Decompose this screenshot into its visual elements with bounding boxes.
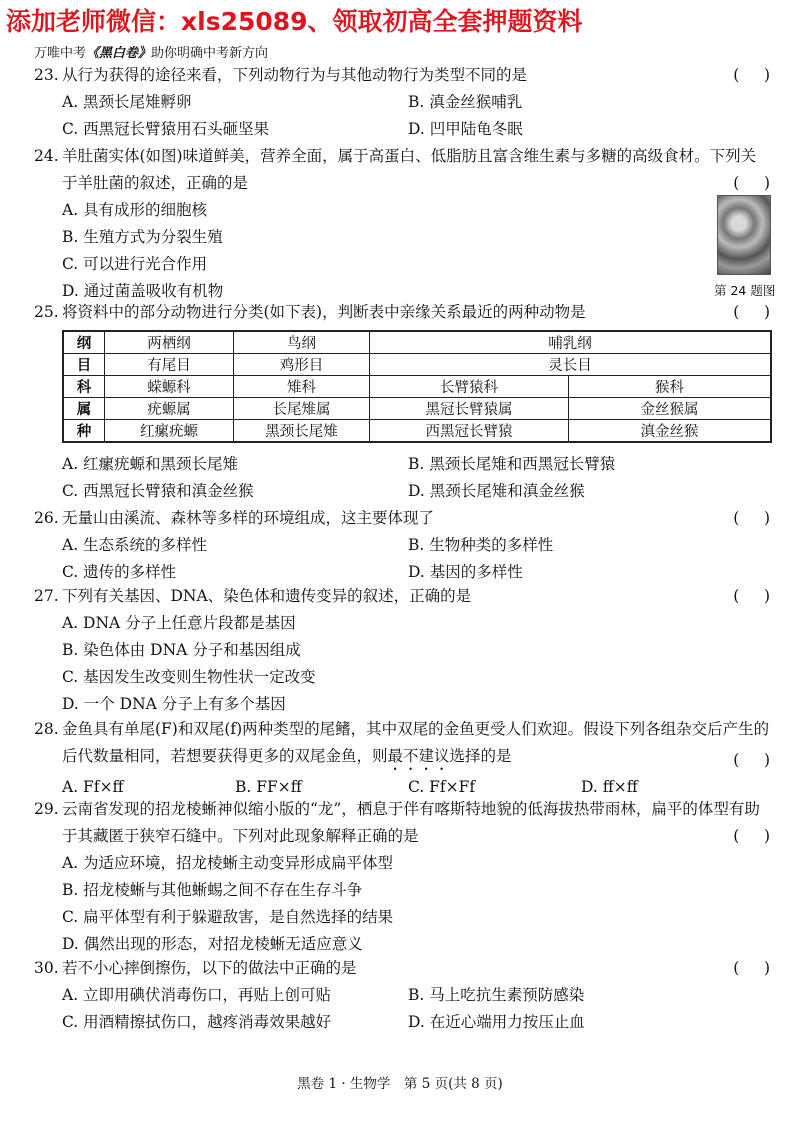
question-text: 若不小心摔倒擦伤，以下的做法中正确的是 [62, 959, 357, 977]
table-cell: 长臂猿科 [370, 376, 569, 398]
question-27 [34, 583, 770, 718]
question-30 [34, 955, 770, 1036]
table-cell: 红瘰疣螈 [105, 420, 234, 443]
question-number: 25. [34, 303, 59, 321]
option-a: A. 具有成形的细胞核 [62, 201, 208, 219]
answer-blank: ( ) [733, 509, 770, 527]
option-b: B. 滇金丝猴哺乳 [408, 93, 523, 111]
option-c: C. 西黑冠长臂猿和滇金丝猴 [62, 482, 254, 500]
figure-24 [714, 195, 776, 299]
option-d: D. 偶然出现的形态，对招龙棱蜥无适应意义 [62, 935, 363, 953]
option-b: B. FF×ff [235, 778, 302, 796]
table-cell: 疣螈属 [105, 398, 234, 420]
option-c: C. 遗传的多样性 [62, 563, 177, 581]
question-text: 从行为获得的途径来看，下列动物行为与其他动物行为类型不同的是 [62, 66, 528, 84]
table-cell: 滇金丝猴 [569, 420, 772, 443]
option-b: B. 招龙棱蜥与其他蜥蜴之间不存在生存斗争 [62, 881, 363, 899]
option-b: B. 生殖方式为分裂生殖 [62, 228, 223, 246]
table-cell: 黑颈长尾雉 [234, 420, 370, 443]
answer-blank: ( ) [733, 587, 770, 605]
option-d: D. 凹甲陆龟冬眠 [408, 120, 523, 138]
table-cell: 有尾目 [105, 354, 234, 376]
table-row [63, 331, 771, 354]
question-number: 24. [34, 147, 59, 165]
option-c: C. 扁平体型有利于躲避敌害，是自然选择的结果 [62, 908, 394, 926]
option-d: D. 黑颈长尾雉和滇金丝猴 [408, 482, 585, 500]
option-c: C. Ff×Ff [408, 778, 476, 796]
question-number: 30. [34, 959, 59, 977]
question-28 [34, 716, 770, 801]
row-label: 科 [63, 376, 105, 398]
option-d: D. 基因的多样性 [408, 563, 523, 581]
answer-blank: ( ) [733, 827, 770, 845]
question-29 [34, 796, 770, 958]
question-text [62, 716, 770, 774]
option-c: C. 可以进行光合作用 [62, 255, 208, 273]
option-a: A. 为适应环境，招龙棱蜥主动变异形成扁平体型 [62, 854, 394, 872]
answer-blank: ( ) [733, 174, 770, 192]
question-24 [34, 143, 776, 305]
table-row [63, 354, 771, 376]
option-b: B. 马上吃抗生素预防感染 [408, 986, 585, 1004]
emphasized-phrase: 最不建议 [387, 747, 450, 765]
option-a: A. 黑颈长尾雉孵卵 [62, 93, 192, 111]
option-b: B. 生物种类的多样性 [408, 536, 554, 554]
question-text-part: 金鱼具有单尾(F)和双尾(f)两种类型的尾鳍，其中双尾的金鱼更受人们欢迎。假设下列各组杂交后产生的后代数量相同，若想要获得更多的双尾金鱼，则 [62, 720, 770, 765]
answer-blank: ( ) [733, 303, 770, 321]
row-label: 种 [63, 420, 105, 443]
series-name: 《黑白卷》 [86, 46, 152, 61]
answer-blank: ( ) [733, 751, 770, 769]
table-cell: 黑冠长臂猿属 [370, 398, 569, 420]
answer-blank: ( ) [733, 66, 770, 84]
question-text: 将资料中的部分动物进行分类(如下表)，判断表中亲缘关系最近的两种动物是 [62, 303, 586, 321]
option-a: A. 红瘰疣螈和黑颈长尾雉 [62, 455, 239, 473]
table-row [63, 420, 771, 443]
option-a: A. 生态系统的多样性 [62, 536, 208, 554]
table-row [63, 376, 771, 398]
option-c: C. 西黑冠长臂猿用石头砸坚果 [62, 120, 270, 138]
question-text: 下列有关基因、DNA、染色体和遗传变异的叙述，正确的是 [62, 587, 472, 605]
question-number: 29. [34, 800, 59, 818]
row-label: 属 [63, 398, 105, 420]
question-text-part: 选择的是 [449, 747, 512, 765]
table-cell: 灵长目 [370, 354, 772, 376]
classification-table [62, 330, 772, 443]
table-cell: 鸡形目 [234, 354, 370, 376]
option-a: A. DNA 分子上任意片段都是基因 [62, 614, 296, 632]
watermark-banner: 添加老师微信：xls25089、领取初高全套押题资料 [6, 7, 583, 36]
table-cell: 西黑冠长臂猿 [370, 420, 569, 443]
question-25 [34, 299, 770, 326]
morel-mushroom-photo [717, 195, 771, 275]
question-23 [34, 62, 770, 143]
option-d: D. 通过菌盖吸收有机物 [62, 282, 224, 300]
table-row [63, 398, 771, 420]
row-label: 纲 [63, 331, 105, 354]
table-cell: 蝾螈科 [105, 376, 234, 398]
question-text: 无量山由溪流、森林等多样的环境组成，这主要体现了 [62, 509, 435, 527]
question-text: 云南省发现的招龙棱蜥神似缩小版的“龙”，栖息于伴有喀斯特地貌的低海拔热带雨林，扁平的体型有助于其藏匿于狭窄石缝中。下列对此现象解释正确的是 [62, 800, 760, 845]
option-b: B. 染色体由 DNA 分子和基因组成 [62, 641, 301, 659]
answer-blank: ( ) [733, 959, 770, 977]
question-25-options [34, 451, 770, 505]
option-a: A. 立即用碘伏消毒伤口，再贴上创可贴 [62, 986, 332, 1004]
option-b: B. 黑颈长尾雉和西黑冠长臂猿 [408, 455, 616, 473]
question-26 [34, 505, 770, 586]
row-label: 目 [63, 354, 105, 376]
question-number: 28. [34, 720, 59, 738]
figure-caption: 第 24 题图 [714, 283, 776, 298]
table-cell: 金丝猴属 [569, 398, 772, 420]
option-d: D. 一个 DNA 分子上有多个基因 [62, 695, 286, 713]
series-suffix: 助你明确中考新方向 [151, 46, 269, 61]
option-c: C. 用酒精擦拭伤口，越疼消毒效果越好 [62, 1013, 332, 1031]
table-cell: 雉科 [234, 376, 370, 398]
question-number: 26. [34, 509, 59, 527]
option-a: A. Ff×ff [62, 778, 124, 796]
page-footer: 黑卷 1 · 生物学 第 5 页(共 8 页) [297, 1076, 503, 1092]
option-d: D. 在近心端用力按压止血 [408, 1013, 585, 1031]
table-cell: 长尾雉属 [234, 398, 370, 420]
table-cell: 猴科 [569, 376, 772, 398]
series-prefix: 万唯中考 [34, 46, 87, 61]
option-c: C. 基因发生改变则生物性状一定改变 [62, 668, 316, 686]
table-cell: 鸟纲 [234, 331, 370, 354]
table-cell: 哺乳纲 [370, 331, 772, 354]
option-d: D. ff×ff [581, 778, 638, 796]
series-header [34, 42, 268, 61]
question-number: 27. [34, 587, 59, 605]
question-text: 羊肚菌实体(如图)味道鲜美，营养全面，属于高蛋白、低脂肪且富含维生素与多糖的高级食材。下列关于羊肚菌的叙述，正确的是 [62, 147, 757, 192]
table-cell: 两栖纲 [105, 331, 234, 354]
question-number: 23. [34, 66, 59, 84]
